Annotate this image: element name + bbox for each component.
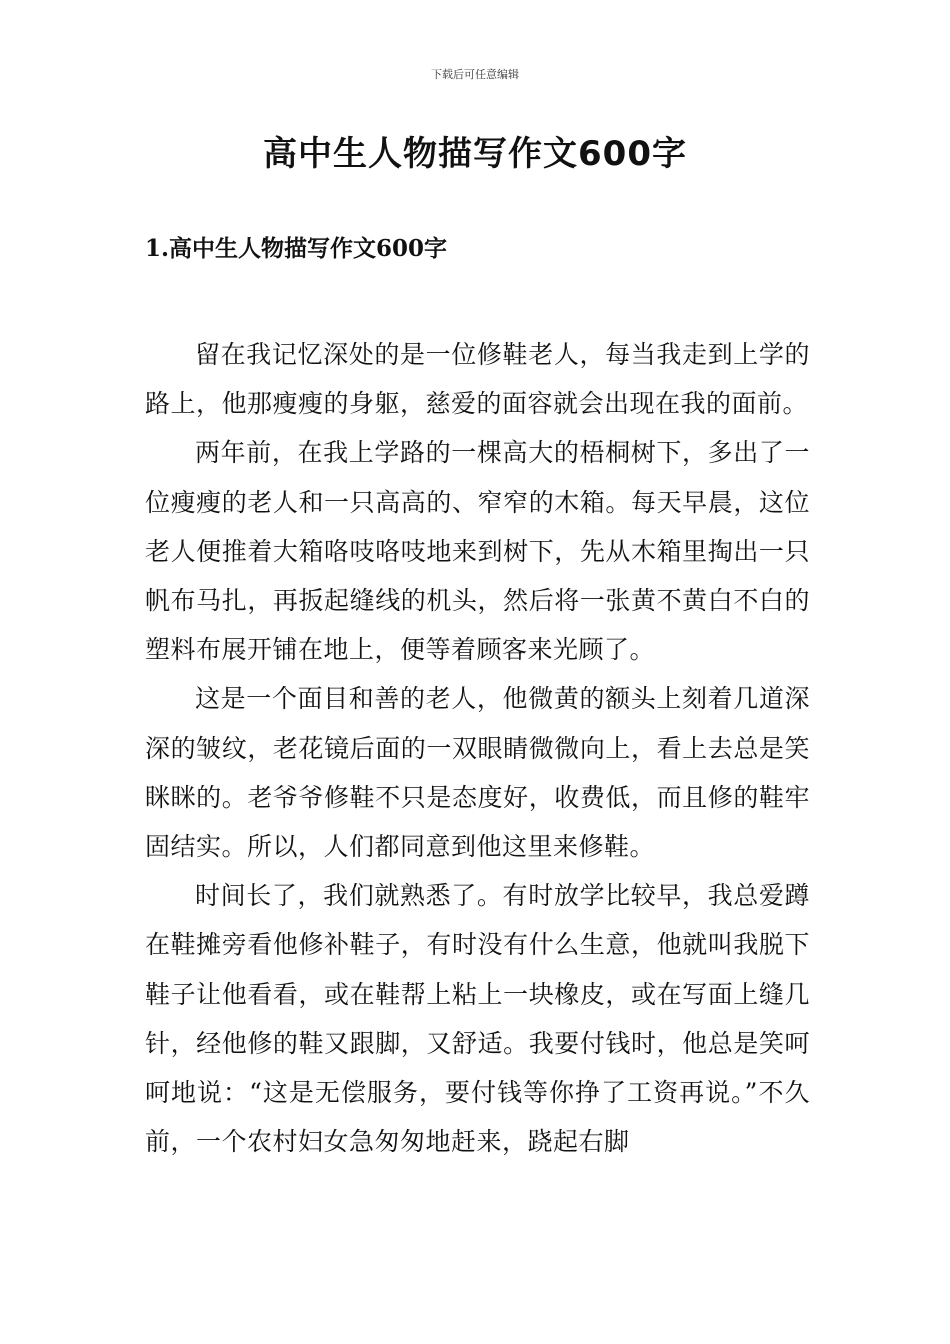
page-title: 高中生人物描写作文600字: [263, 134, 687, 174]
section-heading: 1.高中生人物描写作文600字: [145, 235, 448, 262]
header-note: 下载后可任意编辑: [431, 68, 519, 81]
paragraph-1: 留在我记忆深处的是一位修鞋老人，每当我走到上学的路上，他那瘦瘦的身躯，慈爱的面容就会出现在我的面前。: [145, 340, 810, 419]
body-text: [145, 330, 810, 1166]
paragraph-2: 两年前，在我上学路的一棵高大的梧桐树下，多出了一位瘦瘦的老人和一只高高的、窄窄的木箱。每天早晨，这位老人便推着大箱咯吱咯吱地来到树下，先从木箱里掏出一只帆布马扎，再扳起缝线的机头，然后将一张黄不黄白不白的塑料布展开铺在地上，便等着顾客来光顾了。: [145, 438, 810, 665]
paragraph-4: 时间长了，我们就熟悉了。有时放学比较早，我总爱蹲在鞋摊旁看他修补鞋子，有时没有什么生意，他就叫我脱下鞋子让他看看，或在鞋帮上粘上一块橡皮，或在写面上缝几针，经他修的鞋又跟脚，又舒适。我要付钱时，他总是笑呵呵地说：“这是无偿服务，要付钱等你挣了工资再说。”不久前，一个农村妇女急匆匆地赶来，跷起右脚: [145, 881, 810, 1157]
paragraph-3: 这是一个面目和善的老人，他微黄的额头上刻着几道深深的皱纹，老花镜后面的一双眼睛微微向上，看上去总是笑眯眯的。老爷爷修鞋不只是态度好，收费低，而且修的鞋牢固结实。所以，人们都同意到他这里来修鞋。: [145, 684, 810, 862]
